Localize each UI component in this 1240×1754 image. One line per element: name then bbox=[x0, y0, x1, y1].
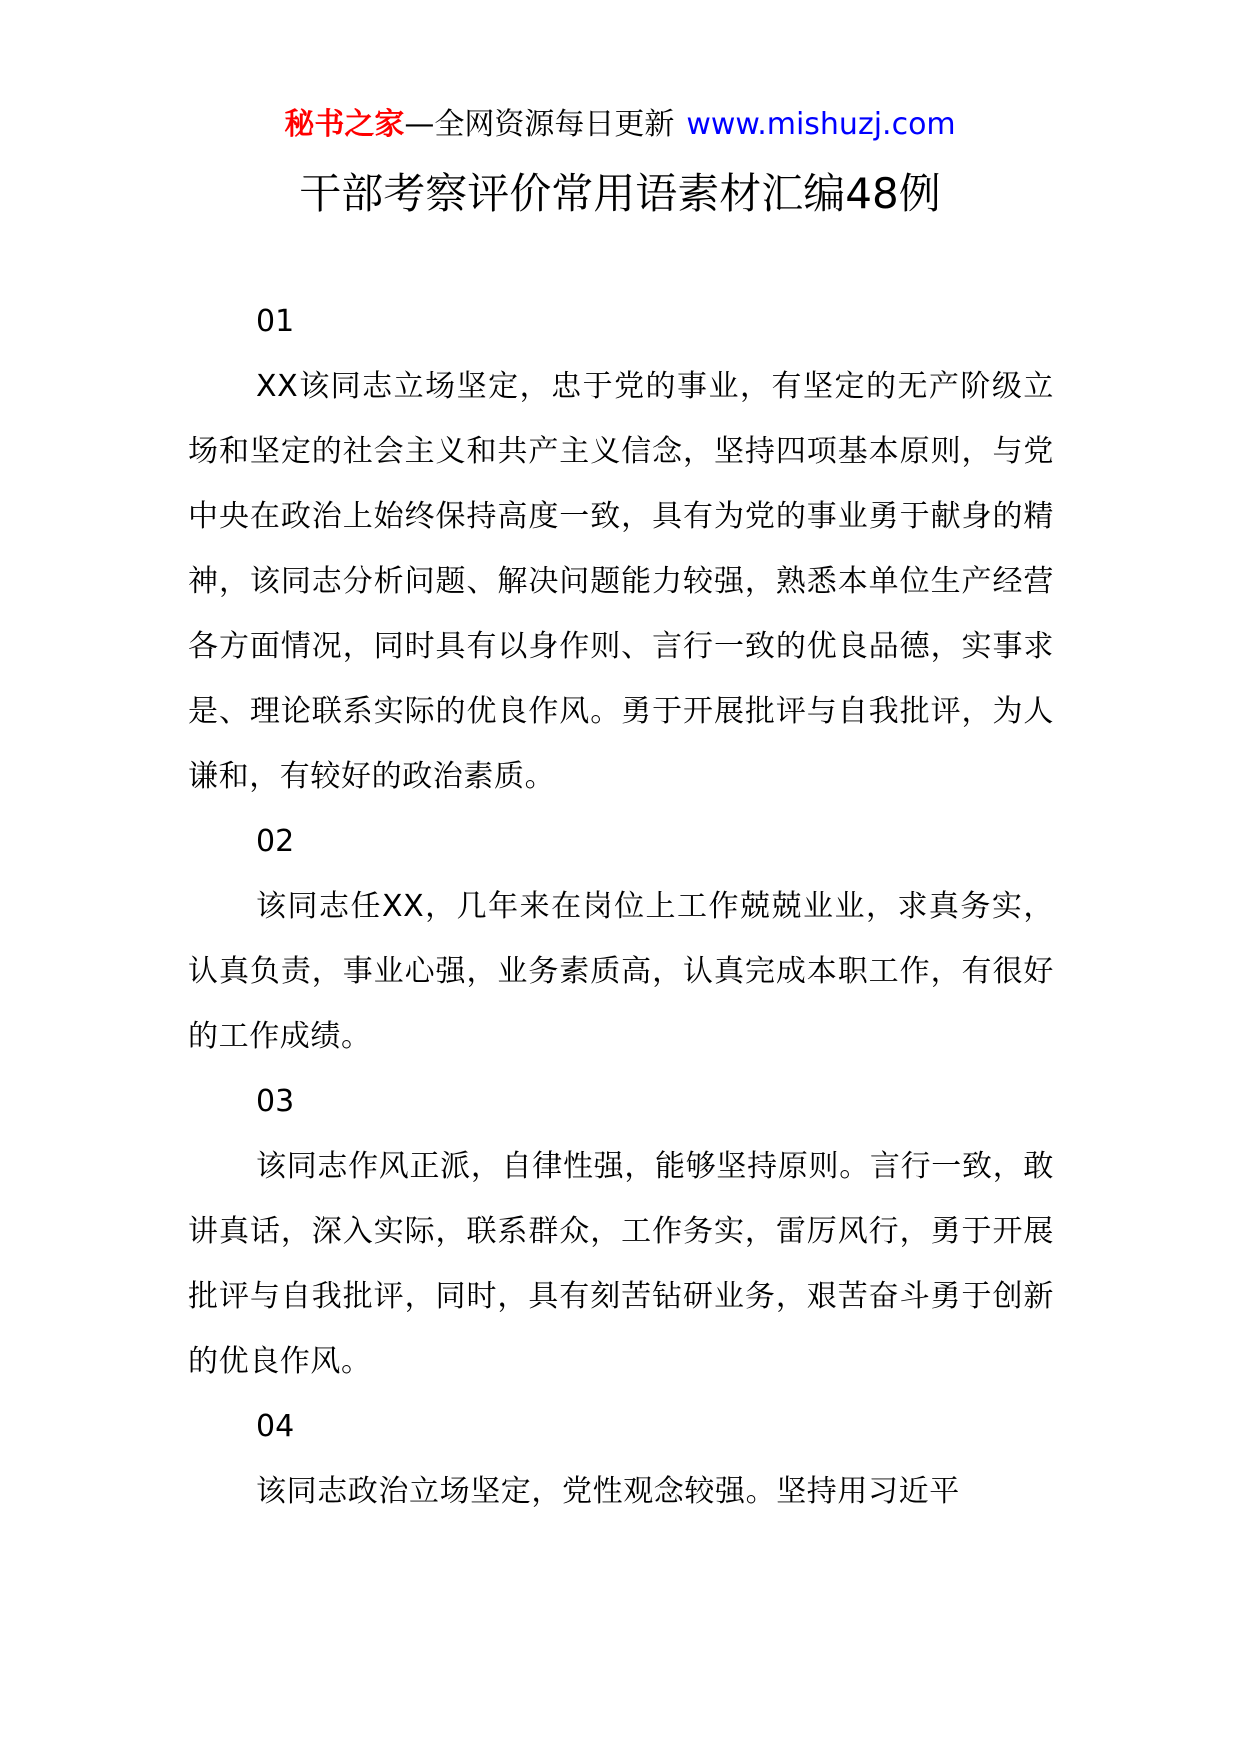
section-04 bbox=[188, 1394, 1054, 1524]
header-tagline: —全网资源每日更新 bbox=[404, 107, 675, 142]
section-number: 01 bbox=[256, 304, 295, 339]
section-paragraph: 该同志政治立场坚定，党性观念较强。坚持用习近平 bbox=[256, 1474, 960, 1509]
document-body bbox=[188, 289, 1054, 1524]
section-03 bbox=[188, 1069, 1054, 1394]
section-paragraph: XX该同志立场坚定，忠于党的事业，有坚定的无产阶级立场和坚定的社会主义和共产主义信念，坚持四项基本原则，与党中央在政治上始终保持高度一致，具有为党的事业勇于献身的精神，该同志分析问题、解决问题能力较强，熟悉本单位生产经营各方面情况，同时具有以身作则、言行一致的优良品德，实事求是、理论联系实际的优良作风。勇于开展批评与自我批评，为人谦和，有较好的政治素质。 bbox=[188, 369, 1054, 794]
section-paragraph: 该同志作风正派，自律性强，能够坚持原则。言行一致，敢讲真话，深入实际，联系群众，工作务实，雷厉风行，勇于开展批评与自我批评，同时，具有刻苦钻研业务，艰苦奋斗勇于创新的优良作风。 bbox=[188, 1149, 1054, 1379]
section-01 bbox=[188, 289, 1054, 809]
section-number: 04 bbox=[256, 1409, 295, 1444]
site-header bbox=[0, 100, 1240, 150]
site-url-link[interactable]: www.mishuzj.com bbox=[686, 107, 956, 142]
section-number: 03 bbox=[256, 1084, 295, 1119]
document-title: 干部考察评价常用语素材汇编48例 bbox=[299, 169, 941, 218]
brand-name: 秘书之家 bbox=[284, 107, 405, 142]
section-paragraph: 该同志任XX，几年来在岗位上工作兢兢业业，求真务实，认真负责，事业心强，业务素质高，认真完成本职工作，有很好的工作成绩。 bbox=[188, 889, 1054, 1054]
section-number: 02 bbox=[256, 824, 295, 859]
section-02 bbox=[188, 809, 1054, 1069]
